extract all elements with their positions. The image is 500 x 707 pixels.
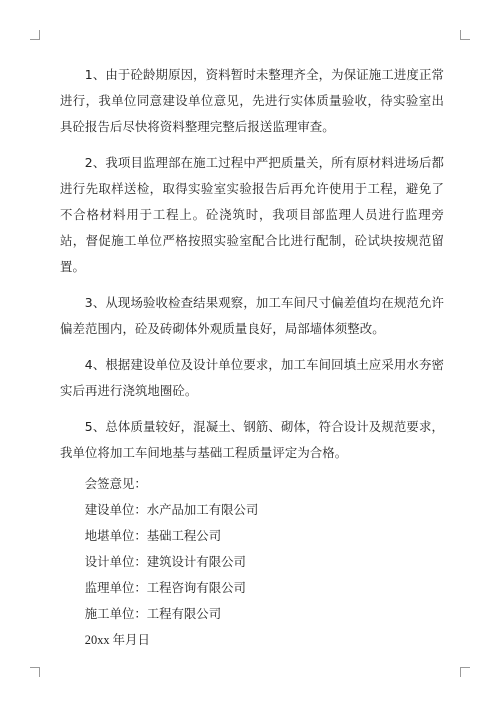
paragraph-4: 4、根据建设单位及设计单位要求，加工车间回填土应采用水夯密实后再进行浇筑地圈砼。 <box>60 357 444 398</box>
paragraph-2: 2、我项目监理部在施工过程中严把质量关，所有原材料进场后都进行先取样送检，取得实验室实验报告后再允许使用于工程，避免了不合格材料用于工程上。砼浇筑时，我项目部监理人员进行监理旁站，督促施工单位严格按照实验室配合比进行配制，砼试块按规范留置。 <box>60 155 444 274</box>
document-body <box>60 62 444 658</box>
paragraph-1: 1、由于砼龄期原因，资料暂时未整理齐全，为保证施工进度正常进行，我单位同意建设单位意见，先进行实体质量验收，待实验室出具砼报告后尽快将资料整理完整后报送监理审查。 <box>60 67 444 134</box>
signoff-design-unit: 设计单位：建筑设计有限公司 <box>84 554 246 569</box>
signoff-supervision-unit: 监理单位：工程咨询有限公司 <box>84 580 246 595</box>
page-corner-mark-bottom-left <box>30 667 40 677</box>
page-corner-mark-bottom-right <box>460 667 470 677</box>
signoff-heading: 会签意见： <box>84 476 147 491</box>
paragraph-3: 3、从现场验收检查结果观察，加工车间尺寸偏差值均在规范允许偏差范围内，砼及砖砌体外观质量良好，局部墙体须整改。 <box>60 295 444 336</box>
signoff-date: 20xx 年月日 <box>84 633 150 647</box>
signoff-construction-unit: 建设单位：水产品加工有限公司 <box>84 502 259 517</box>
page-corner-mark-top-left <box>30 30 40 40</box>
signoff-builder-unit: 施工单位：工程有限公司 <box>84 606 222 621</box>
signoff-survey-unit: 地堪单位：基础工程公司 <box>84 528 222 543</box>
page-corner-mark-top-right <box>460 30 470 40</box>
paragraph-5: 5、总体质量较好，混凝土、钢筋、砌体，符合设计及规范要求，我单位将加工车间地基与基础工程质量评定为合格。 <box>60 419 444 460</box>
